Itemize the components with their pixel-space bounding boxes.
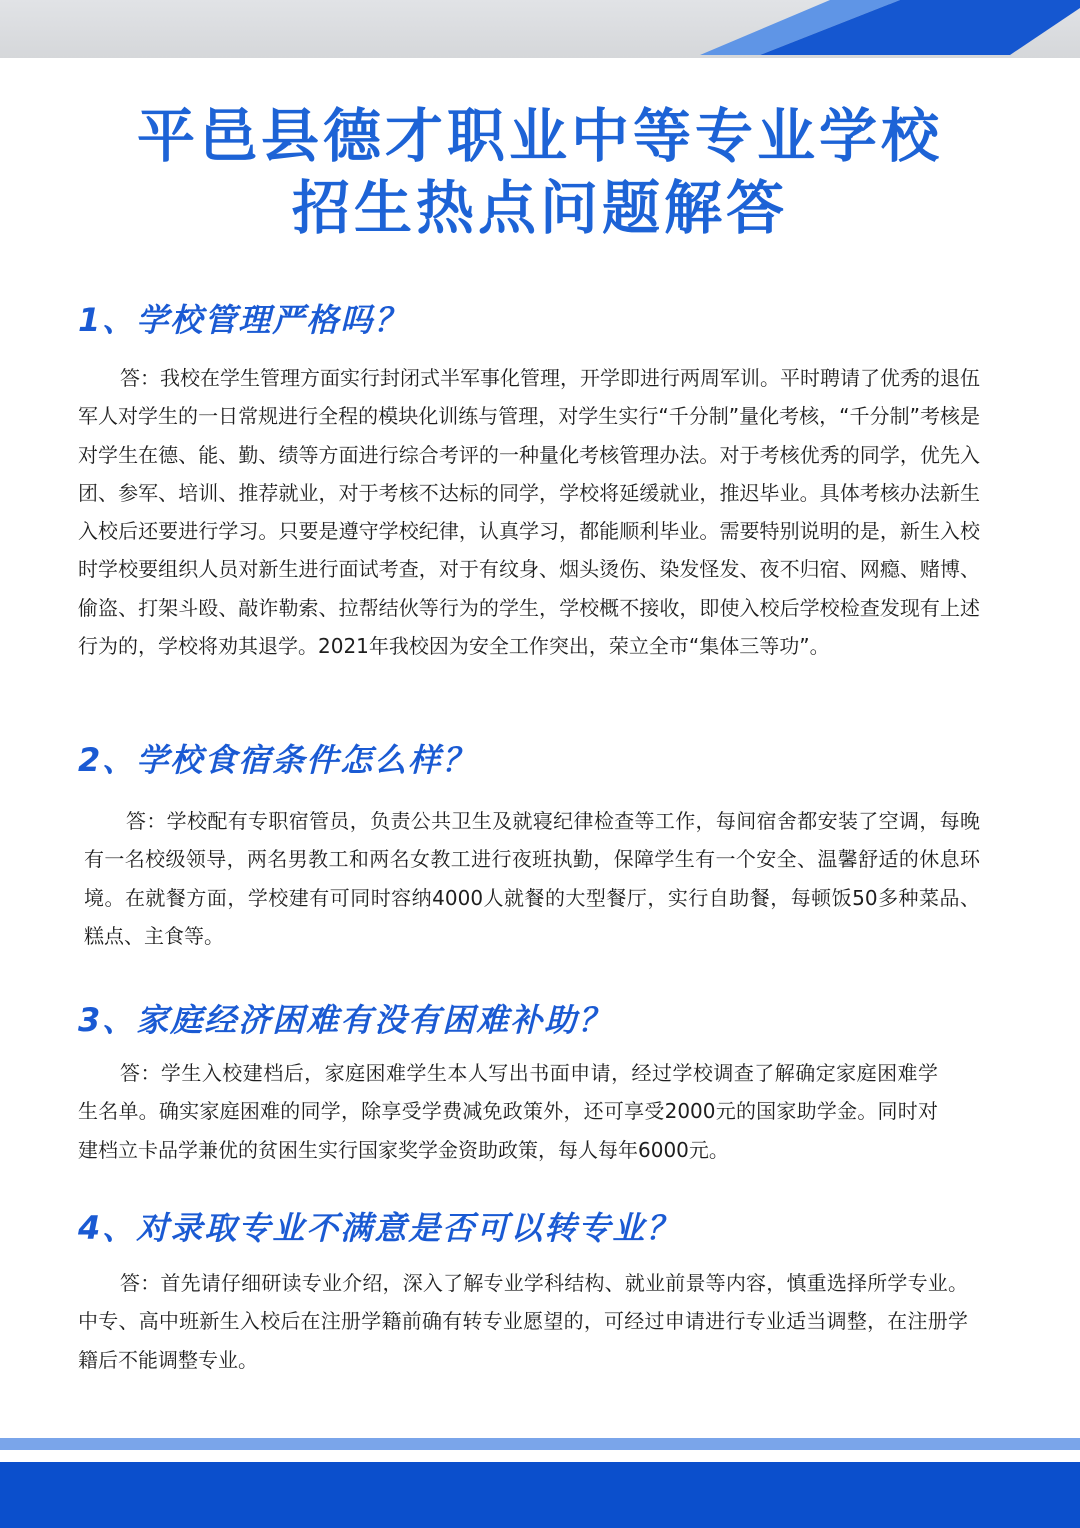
section-2-body: 答：学校配有专职宿管员，负责公共卫生及就寝纪律检查等工作，每间宿舍都安装了空调，每晚有一名校级领导，两名男教工和两名女教工进行夜班执勤，保障学生有一个安全、温馨舒适的休息环境。在就餐方面，学校建有可同时容纳4000人就餐的大型餐厅，实行自助餐，每顿饭50多种菜品、糕点、主食等。 (84, 809, 980, 948)
section-3-body: 答：学生入校建档后，家庭困难学生本人写出书面申请，经过学校调查了解确定家庭困难学生名单。确实家庭困难的同学，除享受学费减免政策外，还可享受2000元的国家助学金。同时对建档立卡品学兼优的贫困生实行国家奖学金资助政策，每人每年6000元。 (78, 1061, 938, 1162)
section-1-heading: 1、学校管理严格吗？ (78, 301, 409, 339)
bottom-light-stripe (0, 1438, 1080, 1450)
section-2-heading: 2、学校食宿条件怎么样？ (78, 741, 477, 779)
title-line-1: 平邑县德才职业中等专业学校 (136, 102, 943, 170)
bottom-blue-band (0, 1462, 1080, 1528)
section-4-body: 答：首先请仔细研读专业介绍，深入了解专业学科结构、就业前景等内容，慎重选择所学专业。中专、高中班新生入校后在注册学籍前确有转专业愿望的，可经过申请进行专业适当调整，在注册学籍后不能调整专业。 (78, 1271, 968, 1372)
page-title (0, 100, 1080, 244)
title-line-2: 招生热点问题解答 (291, 174, 788, 242)
top-blue-stripe (0, 0, 1080, 58)
section-1-body: 答：我校在学生管理方面实行封闭式半军事化管理，开学即进行两周军训。平时聘请了优秀的退伍军人对学生的一日常规进行全程的模块化训练与管理，对学生实行“千分制”量化考核，“千分制”考核是对学生在德、能、勤、绩等方面进行综合考评的一种量化考核管理办法。对于考核优秀的同学，优先入团、参军、培训、推荐就业，对于考核不达标的同学，学校将延缓就业，推迟毕业。具体考核办法新生入校后还要进行学习。只要是遵守学校纪律，认真学习，都能顺利毕业。需要特别说明的是，新生入校时学校要组织人员对新生进行面试考查，对于有纹身、烟头烫伤、染发怪发、夜不归宿、网瘾、赌博、偷盗、打架斗殴、敲诈勒索、拉帮结伙等行为的学生，学校概不接收，即使入校后学校检查发现有上述行为的，学校将劝其退学。2021年我校因为安全工作突出，荣立全市“集体三等功”。 (78, 366, 980, 659)
section-4-heading: 4、对录取专业不满意是否可以转专业？ (78, 1209, 681, 1247)
section-3-heading: 3、家庭经济困难有没有困难补助？ (78, 1001, 613, 1039)
